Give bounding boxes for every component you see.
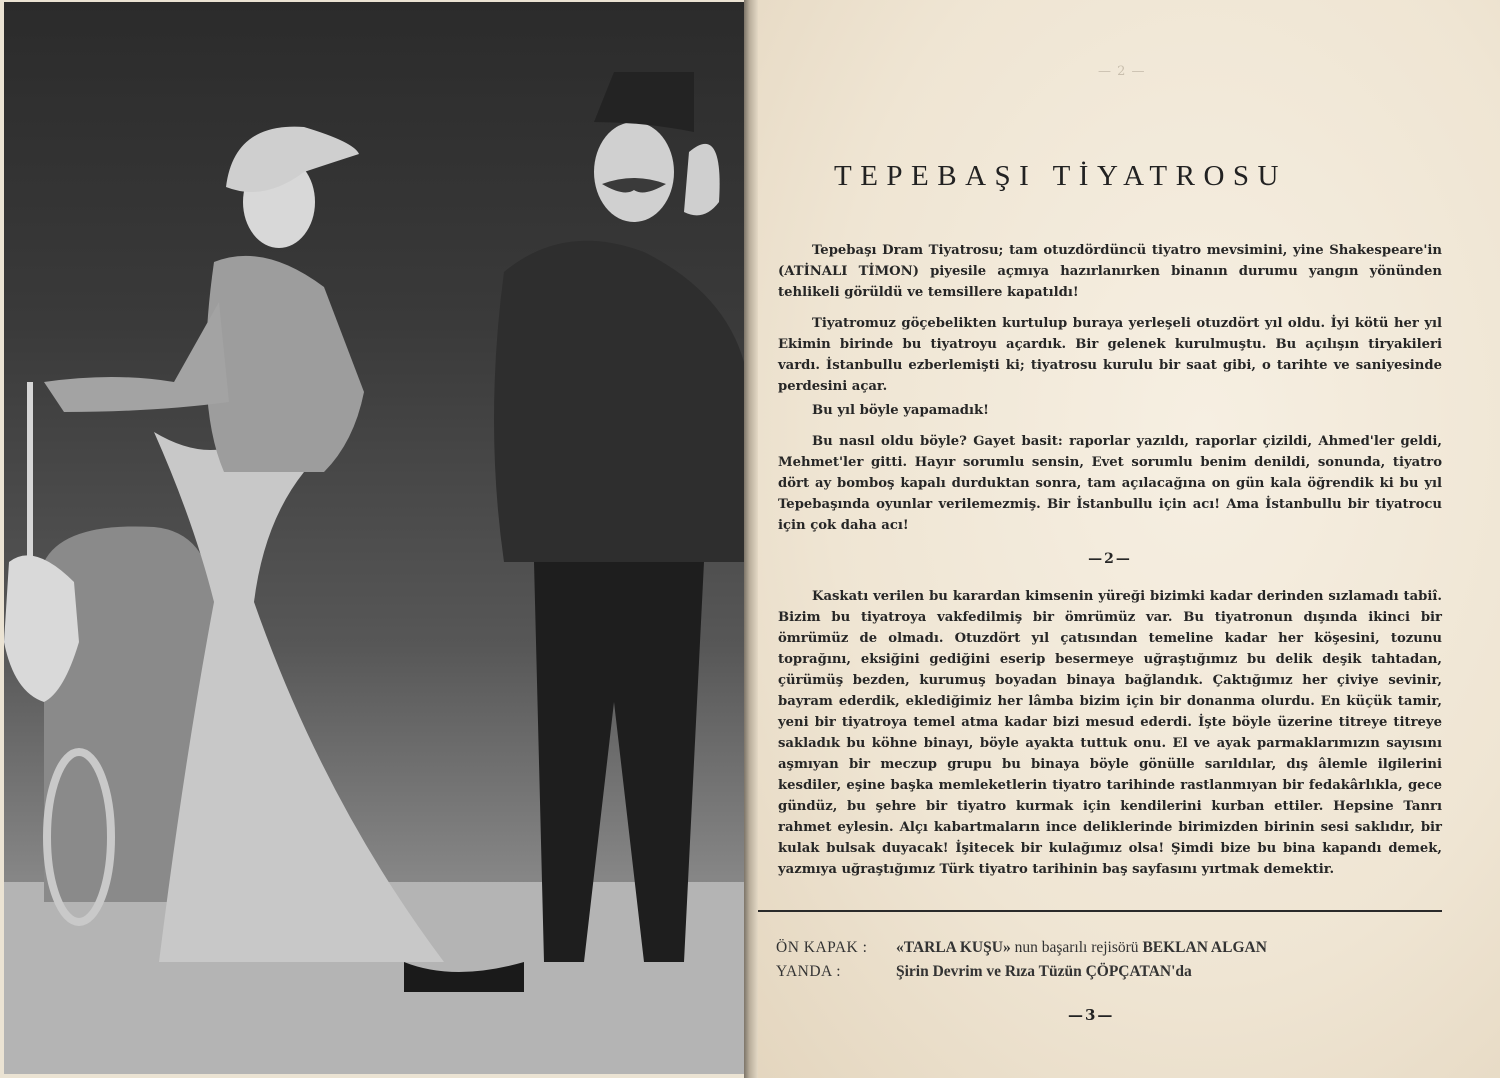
caption-director-name: BEKLAN ALGAN: [1142, 939, 1267, 956]
paragraph-1: Tepebaşı Dram Tiyatrosu; tam otuzdördüncü tiyatro mevsimini, yine Shakespeare'in (ATİNALI TİMON) piyesile açmıya hazırlanırken binanın durumu yangın yönünden tehlikeli görüldü ve temsillere kapatıldı!: [778, 243, 1442, 300]
actor-plume: [684, 144, 720, 216]
caption-line-2: [776, 960, 1267, 984]
actress-arm: [44, 302, 229, 412]
actress-bodice: [206, 256, 364, 472]
paragraph-4: Bu nasıl oldu böyle? Gayet basit: raporlar yazıldı, raporlar çizildi, Ahmed'ler geldi, Mehmet'ler gitti. Hayır sorumlu sensin, Evet sorumlu benim denildi, sonunda, tiyatro dört ay bomboş kapalı durduktan sonra, tam açılacağına on gün kala öğrendik ki bu yıl Tepebaşında oyunlar verilemezmiş. Bir İstanbullu için acı! Ama İstanbullu bir tiyatrocu için çok daha acı!: [778, 434, 1442, 533]
actor-face: [594, 122, 674, 222]
stage-photo: [4, 2, 744, 1074]
section-separator: —2—: [1088, 551, 1132, 567]
book-gutter: [744, 0, 758, 1078]
horizontal-rule: [758, 910, 1442, 912]
left-page: [0, 0, 748, 1078]
photo-caption: [776, 936, 1267, 984]
article-body: [778, 240, 1442, 890]
caption-play-title: «TARLA KUŞU»: [896, 939, 1011, 956]
caption-line-1: [776, 936, 1267, 960]
page-marker-top: — 2 —: [1098, 64, 1146, 79]
stage-photo-illustration: [4, 2, 744, 1074]
paragraph-3: Bu yıl böyle yapamadık!: [812, 403, 989, 418]
caption-mid-text: nun başarılı rejisörü: [1010, 939, 1143, 956]
right-page: [758, 0, 1500, 1078]
page-title: TEPEBAŞI TİYATROSU: [834, 160, 1287, 192]
actor-shako: [594, 72, 694, 132]
caption-label-cover: ÖN KAPAK :: [776, 939, 868, 956]
paragraph-5: Kaskatı verilen bu karardan kimsenin yüreği bizimki kadar derinden sızlamadı tabiî. Bizim bu tiyatroya vakfedilmiş bir ömrümüz var. Bu tiyatronun dışında ikinci bir ömrümüz de olmadı. Otuzdört yıl çatısından temeline kadar her köşesini, tozunu toprağını, eksiğini gediğini eserip besermeye uğraştığımız bu delik deşik tahtadan, çürümüş bezden, kurumuş boyadan binaya bağlandık. Çaktığımız her çiviye sevinir, bayram ederdik, eklediğimiz her lâmba bizim için bir donanma olurdu. En küçük tamir, yeni bir tiyatroya temel atma kadar bizi mesud ederdi. İşte böyle üzerine titreye titreye sakladık bu köhne binayı, böyle ayakta tuttuk onu. El ve ayak parmaklarımızın sayısını aşmıyan bir meczup grupu bu binaya böyle gönülle sarıldılar, dış âlemle ilgilerini kesdiler, eşine başka memleketlerin tiyatro tarihinde rastlanmıyan bir fedakârlıkla, gece gündüz, bu şehre bir tiyatro kurmak için kendilerini kurban ettiler. Hepsine Tanrı rahmet eylesin. Alçı kabartmaların ince deliklerinde birimizden birinin sesi saklıdır, bir kulak bulsak duyacak! İşitecek bir kulağımız olsa! Şimdi bize bu bina kapandı demek, yazmıya uğraştığımız Türk tiyatro tarihinin baş sayfasını yırtmak demektir.: [778, 589, 1442, 877]
page-marker-bottom: —3—: [1068, 1006, 1115, 1024]
actor-jacket: [494, 241, 744, 562]
caption-label-side: YANDA :: [776, 963, 842, 980]
paragraph-2: Tiyatromuz göçebelikten kurtulup buraya yerleşeli otuzdört yıl oldu. İyi kötü her yıl Ekimin birinde bu tiyatroyu açardık. Bir gelenek kurulmuştu. Bu açılışın tiryakileri vardı. İstanbullu ezberlemişti ki; tiyatrosu kurulu bir saat gibi, o tarihte ve saniyesinde perdesini açar.: [778, 316, 1442, 394]
caption-actors: Şirin Devrim ve Rıza Tüzün ÇÖPÇATAN'da: [896, 963, 1192, 980]
